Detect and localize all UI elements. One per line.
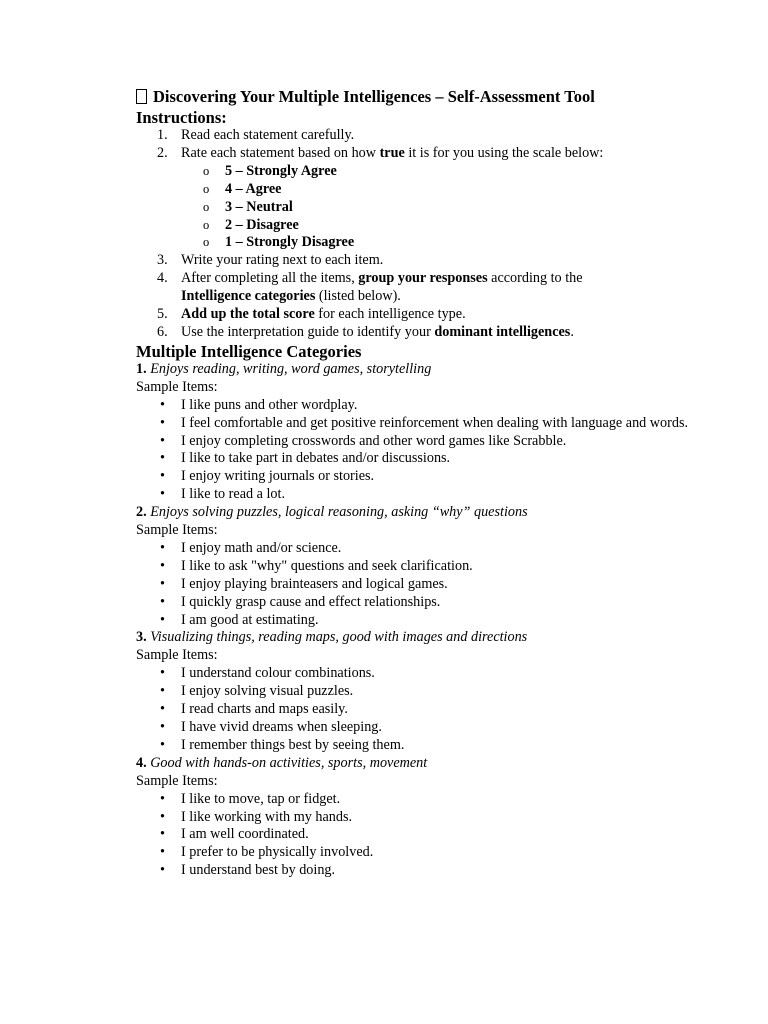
item-text: I enjoy solving visual puzzles.: [181, 683, 354, 700]
bullet-icon: •: [160, 719, 165, 735]
bullet-icon: •: [160, 539, 165, 556]
categories-list: [136, 361, 696, 880]
item-text: I understand colour combinations.: [181, 665, 375, 682]
bullet-icon: •: [160, 450, 165, 467]
document-page: [136, 86, 696, 880]
bullet-icon: •: [160, 683, 165, 700]
item-text: I enjoy writing journals or stories.: [181, 468, 375, 485]
item-text: I remember things best by seeing them.: [181, 736, 405, 753]
bullet-icon: •: [160, 432, 165, 449]
item-text: I like to read a lot.: [181, 486, 286, 503]
item-text: I have vivid dreams when sleeping.: [181, 719, 382, 735]
title-text: Discovering Your Multiple Intelligences – Self-Assessment Tool: [153, 87, 595, 106]
item-text: I like to move, tap or fidget.: [181, 790, 341, 807]
step-bold-text: Intelligence categories: [181, 288, 316, 305]
scale-item: [136, 199, 696, 217]
item-text: I like working with my hands.: [181, 808, 353, 825]
scale-label: 1 – Strongly Disagree: [225, 234, 355, 251]
sample-items-label: Sample Items:: [136, 647, 218, 664]
bullet-icon: •: [160, 736, 165, 753]
item-text: I quickly grasp cause and effect relationships.: [181, 593, 441, 610]
scale-label: 5 – Strongly Agree: [225, 162, 337, 179]
list-item: [136, 433, 696, 451]
bullet-icon: •: [160, 414, 165, 431]
category-number: 1.: [136, 360, 147, 377]
list-item: [136, 665, 696, 683]
bullet-icon: •: [160, 468, 165, 485]
sample-items-label: Sample Items:: [136, 772, 218, 789]
list-item: [136, 612, 696, 630]
bullet-icon: •: [160, 826, 165, 843]
scale-label: 3 – Neutral: [225, 198, 293, 215]
step-number: 4.: [157, 270, 168, 287]
list-item: [136, 862, 696, 880]
scale-item: [136, 163, 696, 181]
bullet-icon: •: [160, 611, 165, 628]
list-item: [136, 701, 696, 719]
step-bold-text: group your responses: [358, 270, 488, 287]
category-heading: [136, 504, 696, 522]
step-item: [136, 270, 696, 306]
document-title: [136, 86, 696, 108]
step-text: Read each statement carefully.: [181, 127, 355, 143]
scale-bullet: o: [203, 199, 210, 214]
item-text: I like puns and other wordplay.: [181, 396, 358, 413]
bullet-icon: •: [160, 808, 165, 825]
item-text: I understand best by doing.: [181, 862, 336, 879]
scale-bullet: o: [203, 163, 210, 178]
list-item: [136, 594, 696, 612]
bullet-icon: •: [160, 701, 165, 718]
step-item: [136, 145, 696, 252]
category-number: 2.: [136, 504, 147, 521]
scale-bullet: o: [203, 217, 210, 232]
list-item: [136, 397, 696, 415]
list-item: [136, 558, 696, 576]
category-description: Good with hands-on activities, sports, movement: [150, 754, 428, 771]
step-text: it is for you using the scale below:: [404, 144, 604, 161]
scale-item: [136, 217, 696, 235]
bullet-icon: •: [160, 862, 165, 879]
categories-heading: Multiple Intelligence Categories: [136, 341, 362, 361]
step-text: After completing all the items,: [181, 270, 359, 287]
list-item: [136, 468, 696, 486]
step-item: [136, 306, 696, 324]
step-number: 5.: [157, 306, 168, 323]
sample-items-list: [136, 397, 696, 504]
item-text: I like to take part in debates and/or discussions.: [181, 450, 451, 467]
scale-item: [136, 181, 696, 199]
step-text: .: [570, 323, 574, 340]
list-item: [136, 826, 696, 844]
instructions-heading: Instructions:: [136, 108, 227, 127]
step-number: 3.: [157, 252, 168, 269]
list-item: [136, 683, 696, 701]
bullet-icon: •: [160, 665, 165, 682]
step-text: Rate each statement based on how: [181, 144, 380, 161]
scale-bullet: o: [203, 181, 210, 196]
bullet-icon: •: [160, 844, 165, 861]
item-text: I read charts and maps easily.: [181, 701, 348, 718]
step-number: 1.: [157, 127, 168, 143]
bullet-icon: •: [160, 593, 165, 610]
scale-item: [136, 234, 696, 252]
category-heading: [136, 629, 696, 647]
bullet-icon: •: [160, 790, 165, 807]
list-item: [136, 737, 696, 755]
bullet-icon: •: [160, 557, 165, 574]
category-description: Enjoys solving puzzles, logical reasoning, asking “why” questions: [150, 504, 528, 521]
sample-items-label: Sample Items:: [136, 522, 218, 539]
bullet-icon: •: [160, 575, 165, 592]
sample-items-list: [136, 665, 696, 755]
list-item: [136, 450, 696, 468]
item-text: I enjoy math and/or science.: [181, 539, 342, 556]
list-item: [136, 719, 696, 737]
category-description: Enjoys reading, writing, word games, storytelling: [150, 360, 432, 377]
list-item: [136, 791, 696, 809]
step-bold-text: true: [379, 144, 405, 161]
category-heading: [136, 361, 696, 379]
step-text: according to the: [487, 270, 583, 287]
rating-scale: [136, 163, 696, 253]
scale-label: 4 – Agree: [225, 180, 282, 197]
list-item: [136, 415, 696, 433]
list-item: [136, 809, 696, 827]
step-item: [136, 127, 696, 145]
step-bold-text: Add up the total score: [181, 306, 315, 323]
item-text: I am good at estimating.: [181, 611, 319, 628]
item-text: I enjoy completing crosswords and other word games like Scrabble.: [181, 432, 567, 449]
item-text: I like to ask "why" questions and seek clarification.: [181, 557, 473, 574]
step-item: [136, 252, 696, 270]
category-number: 4.: [136, 754, 147, 771]
item-text: I enjoy playing brainteasers and logical games.: [181, 575, 448, 592]
step-number: 2.: [157, 144, 168, 161]
step-text: (listed below).: [315, 288, 401, 305]
sample-items-label: Sample Items:: [136, 378, 218, 395]
step-number: 6.: [157, 323, 168, 340]
bullet-icon: •: [160, 396, 165, 413]
category-number: 3.: [136, 629, 147, 646]
item-text: I prefer to be physically involved.: [181, 844, 374, 861]
category-description: Visualizing things, reading maps, good with images and directions: [150, 629, 528, 646]
list-item: [136, 540, 696, 558]
list-item: [136, 844, 696, 862]
item-text: I am well coordinated.: [181, 826, 309, 843]
step-bold-text: dominant intelligences: [434, 323, 571, 340]
step-text: Write your rating next to each item.: [181, 252, 384, 269]
instruction-steps: [136, 127, 696, 342]
sample-items-list: [136, 540, 696, 630]
scale-label: 2 – Disagree: [225, 216, 299, 233]
step-text: Use the interpretation guide to identify your: [181, 323, 435, 340]
missing-glyph-icon: [136, 89, 147, 104]
step-text: for each intelligence type.: [314, 306, 466, 323]
bullet-icon: •: [160, 486, 165, 503]
sample-items-list: [136, 791, 696, 881]
list-item: [136, 486, 696, 504]
item-text: I feel comfortable and get positive reinforcement when dealing with language and words.: [181, 414, 689, 431]
list-item: [136, 576, 696, 594]
scale-bullet: o: [203, 235, 210, 250]
category-heading: [136, 755, 696, 773]
step-item: [136, 324, 696, 342]
